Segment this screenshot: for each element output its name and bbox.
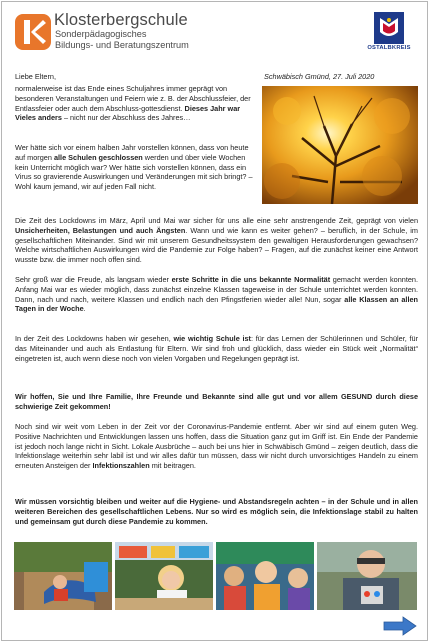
p4-text-c: gemacht werden konnten. Anfang Mai war es wieder möglich, dass zunächst einzelne Klassen tageweise in der Schule unterrichtet werden konnten. Dann, nach und nach, weitere Klassen und endlich nach den Pfingstferien wieder alle! Nun, sogar (15, 275, 419, 304)
p3-text-bold: Unsicherheiten, Belastungen und auch Ängsten (15, 225, 186, 235)
p7-text-c: mit beitragen. (149, 461, 196, 471)
p1-text-a: normalerweise ist das Ende eines Schuljahres immer geprägt von besonderen Veranstaltungen und Feiern wie z. B. der Abschlussfeier, der Entlassfeier oder auch dem Abschluss-gottesdienst. (15, 84, 251, 113)
photo-classroom-girl (115, 542, 213, 610)
school-name: Klosterbergschule (54, 11, 188, 29)
photo-children-group (216, 542, 314, 610)
p7-text-a: Noch sind wir weit vom Leben in der Zeit vor der Coronavirus-Pandemie entfernt. Aber wir sind auf einem guten Weg. Positive Nachrichten und Entwicklungen lassen uns hoffen, dass die Situation ganz gut im Griff ist. Ein Ende der Pandemie ist jedoch noch lange nicht in Sicht. Lokale Ausbrüche – auch bei uns hier in Schwäbisch Gmünd – zeigen deutlich, dass die Infektionslage weiterhin sehr labil ist und wir alles dafür tun müssen, dass wir nicht durch unvorsichtiges Handeln zu einem erneuten Ansteigen der (15, 422, 418, 471)
p4-text-bold-2: alle Klassen an allen Tagen in der Woche (15, 294, 418, 314)
p7-text-bold: Infektionszahlen (92, 461, 150, 471)
paragraph-8: Wir müssen vorsichtig bleiben und weiter auf die Hygiene- und Abstandsregeln achten – in der Schule und in allen weiteren Bereichen des gesellschaftlichen Lebens. Nur so wird es möglich sein, die Infektionslage stabil zu halten und gemeinsam gut durch diese Pandemie zu kommen. (15, 497, 418, 526)
newsletter-page (1, 1, 428, 641)
ostalbkreis-logo (363, 12, 415, 58)
paragraph-7 (15, 422, 418, 471)
school-logo-icon (15, 14, 51, 50)
p1-text-c: – nicht nur der Abschluss des Jahres… (61, 113, 191, 123)
ostalbkreis-crest-icon (374, 12, 404, 44)
p5-text-c: : für das Lernen der Schülerinnen und Schüler, für das Miteinander und auch als Entlastung für Eltern. Wir sind froh und glücklich, dass wieder ein Stück weit „Normalität“ eingetreten ist, auch wenn diese noch von vielen Vorgaben und Regelungen geprägt ist. (15, 334, 419, 363)
p2-text-a: Wer hätte sich vor einem halben Jahr vorstellen können, dass von heute auf morgen (15, 143, 249, 162)
paragraph-5 (15, 334, 418, 363)
greeting: Liebe Eltern, (15, 72, 56, 81)
photo-boy-robot (317, 542, 417, 610)
school-subtitle (55, 29, 189, 50)
paragraph-6: Wir hoffen, Sie und Ihre Familie, Ihre Freunde und Bekannte sind alle gut und vor allem GESUND durch diese schwierige Zeit gekommen! (15, 392, 418, 411)
p4-text-bold-1: erste Schritte in die uns bekannte Normalität (171, 275, 331, 284)
next-page-arrow-icon[interactable] (383, 616, 417, 636)
p4-text-e: . (83, 304, 86, 314)
paragraph-1 (15, 84, 257, 123)
p2-text-bold: alle Schulen geschlossen (53, 152, 143, 162)
school-subtitle-line2: Bildungs- und Beratungszentrum (55, 39, 189, 50)
letterhead (2, 2, 428, 62)
p3-text-c: . Wann und wie kann es weiter gehen? – beruflich, in der Schule, im gesellschaftlichen Miteinander. Sind wir mit unserem Gesundheitssystem den gewaltigen Herausforderungen gewachsen? Welche wirtschaftlichen Auswirkungen wird die Pandemie zur Folge haben? – Fragen, auf die zunächst keiner eine Antwort wusste bzw. die immer noch offen sind. (15, 225, 418, 265)
photo-child-slide (14, 542, 112, 610)
paragraph-2 (15, 143, 257, 192)
date-line: Schwäbisch Gmünd, 27. Juli 2020 (264, 72, 375, 81)
school-subtitle-line1: Sonderpädagogisches (55, 29, 147, 39)
paragraph-3 (15, 216, 418, 265)
p4-text-a: Sehr groß war die Freude, als langsam wieder (15, 275, 172, 284)
p2-text-c: werden und über viele Wochen kein Unterricht möglich war? Wer hätte sich vorstellen können, dass ein Virus so gravierende Auswirkungen und Veränderungen mit sich bringt? – Wohl kaum jemand, wir auf jeden Fall nicht. (15, 152, 253, 192)
p5-text-a: In der Zeit des Lockdowns haben wir gesehen, (15, 334, 174, 343)
district-label: OSTALBKREIS (367, 45, 411, 51)
autumn-tree-photo (262, 86, 418, 204)
paragraph-4 (15, 275, 418, 314)
p3-text-a: Die Zeit des Lockdowns im März, April und Mai war sicher für uns alle eine sehr anstrengende Zeit, geprägt von vielen (15, 216, 418, 225)
p5-text-bold: wie wichtig Schule ist (173, 334, 251, 343)
photo-strip (14, 542, 417, 610)
p1-text-bold: Dieses Jahr war Vieles anders (15, 103, 241, 123)
